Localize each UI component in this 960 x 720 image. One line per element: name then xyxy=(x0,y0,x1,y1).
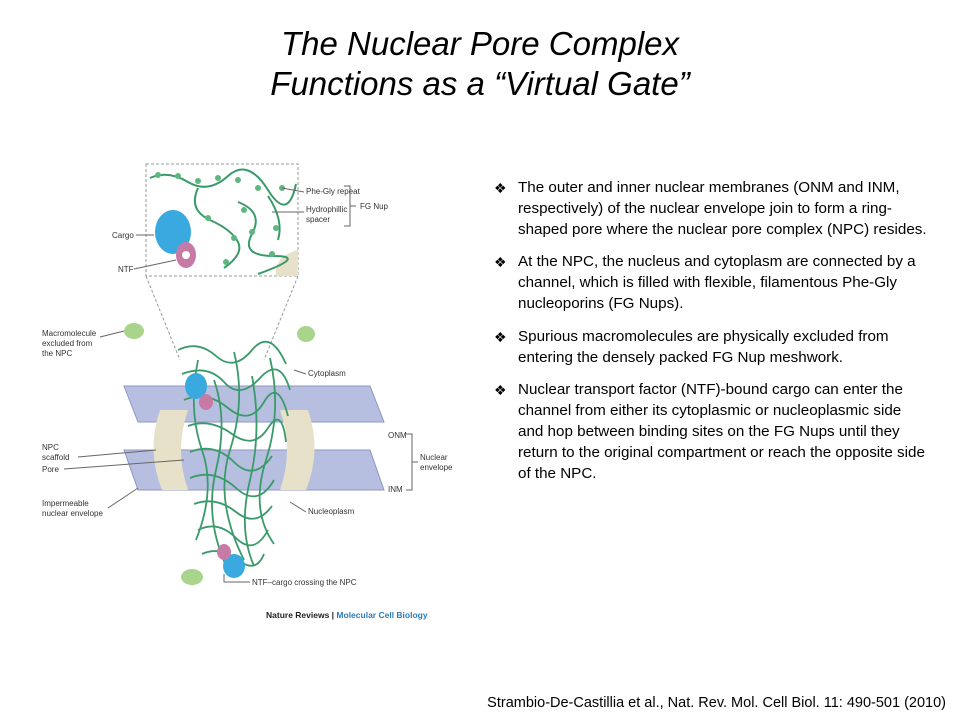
macromolecule-bottom xyxy=(181,569,203,585)
label-onm: ONM xyxy=(388,431,407,440)
diamond-bullet-icon: ❖ xyxy=(494,382,507,399)
macromolecule-left xyxy=(124,323,144,339)
label-ntf: NTF xyxy=(118,265,134,274)
leader-ntf xyxy=(134,260,176,269)
bullet-item xyxy=(490,380,928,484)
diamond-bullet-icon: ❖ xyxy=(494,254,507,271)
journal-name: Nature Reviews xyxy=(266,610,330,620)
diamond-bullet-icon: ❖ xyxy=(494,328,507,345)
label-nuclear-envelope-2: envelope xyxy=(420,463,453,472)
label-npc-scaffold-2: scaffold xyxy=(42,453,70,462)
label-cargo: Cargo xyxy=(112,231,134,240)
ntf-in-channel xyxy=(199,394,213,410)
leader-nucleoplasm xyxy=(290,502,306,512)
npc-figure xyxy=(38,150,458,630)
slide-title xyxy=(0,24,960,104)
ntf-crossing xyxy=(217,544,231,560)
label-phe-gly-repeat: Phe-Gly repeat xyxy=(306,187,360,196)
leader-impermeable xyxy=(108,488,138,508)
journal-title: Molecular Cell Biology xyxy=(336,610,428,620)
bullet-item xyxy=(490,178,928,240)
label-inm: INM xyxy=(388,485,403,494)
bullet-text: Nuclear transport factor (NTF)-bound cargo can enter the channel from either its cytoplasmic or nucleoplasmic side and hop between binding sites on the FG Nups until they return to the original compartment or reach the opposite side of the NPC. xyxy=(518,381,925,482)
bullet-text: Spurious macromolecules are physically excluded from entering the densely packed FG Nup meshwork. xyxy=(518,327,889,366)
label-macromolecule-1: Macromolecule xyxy=(42,329,97,338)
label-hydrophillic-1: Hydrophillic xyxy=(306,205,348,214)
label-impermeable-2: nuclear envelope xyxy=(42,509,103,518)
label-impermeable-1: Impermeable xyxy=(42,499,89,508)
citation: Strambio-De-Castillia et al., Nat. Rev. Mol. Cell Biol. 11: 490-501 (2010) xyxy=(487,695,946,711)
label-nuclear-envelope-1: Nuclear xyxy=(420,453,448,462)
inset-connector-left xyxy=(146,276,180,360)
label-nucleoplasm: Nucleoplasm xyxy=(308,507,355,516)
journal-credit xyxy=(266,610,428,620)
label-macromolecule-2: excluded from xyxy=(42,339,93,348)
macromolecule-right xyxy=(297,326,315,342)
nuclear-envelope-bracket xyxy=(406,434,418,490)
label-npc-scaffold-1: NPC xyxy=(42,443,59,452)
label-ntf-cargo-crossing: NTF–cargo crossing the NPC xyxy=(252,578,357,587)
inset-scaffold xyxy=(276,250,298,276)
label-hydrophillic-2: spacer xyxy=(306,215,331,224)
slide-title-line-2: Functions as a “Virtual Gate” xyxy=(270,65,690,102)
journal-separator: | xyxy=(329,610,337,620)
bullet-list xyxy=(490,178,928,496)
leader-phe-gly xyxy=(282,188,304,192)
inset-ntf-core xyxy=(182,251,190,259)
leader-macromolecule xyxy=(100,331,124,337)
leader-cytoplasm xyxy=(294,370,306,374)
label-macromolecule-3: the NPC xyxy=(42,349,73,358)
label-cytoplasm: Cytoplasm xyxy=(308,369,346,378)
diamond-bullet-icon: ❖ xyxy=(494,180,507,196)
bullet-item xyxy=(490,252,928,314)
bullet-text: The outer and inner nuclear membranes (ONM and INM, respectively) of the nuclear envelope join to form a ring-shaped pore where the nuclear pore complex (NPC) resides. xyxy=(518,179,927,238)
label-fg-nup: FG Nup xyxy=(360,202,389,211)
bullet-item xyxy=(490,327,928,369)
slide-title-line-1: The Nuclear Pore Complex xyxy=(281,25,679,62)
bullet-text: At the NPC, the nucleus and cytoplasm are connected by a channel, which is filled with flexible, filamentous Phe-Gly nucleoporins (FG Nups). xyxy=(518,253,916,312)
npc-diagram xyxy=(38,150,458,630)
inset-connector-right xyxy=(264,276,298,360)
label-pore: Pore xyxy=(42,465,59,474)
